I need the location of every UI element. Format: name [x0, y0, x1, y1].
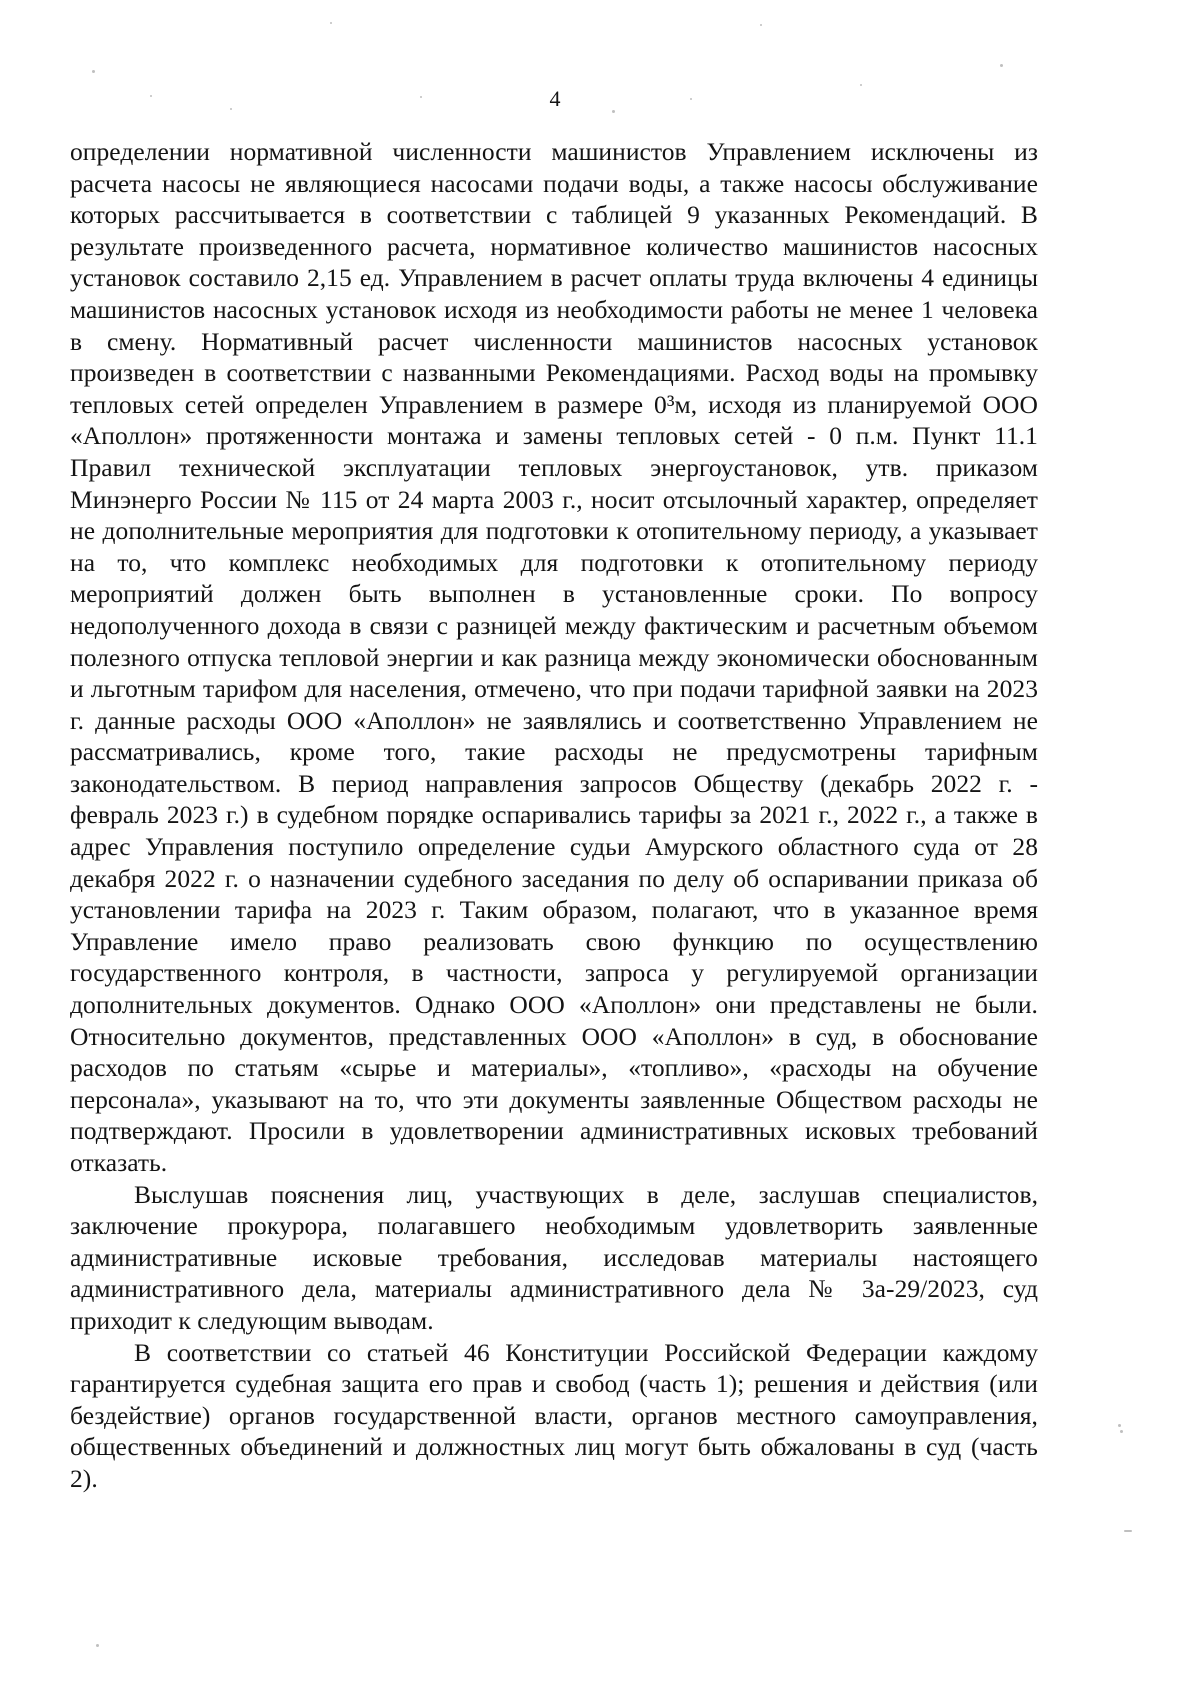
paragraph: Выслушав пояснения лиц, участвующих в деле, заслушав специалистов, заключение прокурора, полагавшего необходимым удовлетворить заявленные административные исковые требования, исследовав материалы настоящего административного дела, материалы административного дела № 3а-29/2023, суд приходит к следующим выводам. — [70, 1179, 1038, 1335]
page-number: 4 — [549, 86, 561, 111]
scan-noise — [1120, 1430, 1123, 1433]
scan-noise — [1124, 1530, 1132, 1532]
scan-noise — [860, 84, 862, 86]
paragraph: определении нормативной численности машинистов Управлением исключены из расчета насосы не являющиеся насосами подачи воды, а также насосы обслуживание которых рассчитывается в соответствии с таблицей 9 указанных Рекомендаций. В результате произведенного расчета, нормативное количество машинистов насосных установок составило 2,15 ед. Управлением в расчет оплаты труда включены 4 единицы машинистов насосных установок исходя из необходимости работы не менее 1 человека в смену. Нормативный расчет численности машинистов насосных установок произведен в соответствии с названными Рекомендациями. Расход воды на промывку тепловых сетей определен Управлением в размере 0³м, исходя из планируемой ООО «Аполлон» протяженности монтажа и замены тепловых сетей - 0 п.м. Пункт 11.1 Правил технической эксплуатации тепловых энергоустановок, утв. приказом Минэнерго России № 115 от 24 марта 2003 г., носит отсылочный характер, определяет не дополнительные мероприятия для подготовки к отопительному периоду, а указывает на то, что комплекс необходимых для подготовки к отопительному периоду мероприятий должен быть выполнен в установленные сроки. По вопросу недополученного дохода в связи с разницей между фактическим и расчетным объемом полезного отпуска тепловой энергии и как разница между экономически обоснованным и льготным тарифом для населения, отмечено, что при подачи тарифной заявки на 2023 г. данные расходы ООО «Аполлон» не заявлялись и соответственно Управлением не рассматривались, кроме того, такие расходы не предусмотрены тарифным законодательством. В период направления запросов Обществу (декабрь 2022 г. - февраль 2023 г.) в судебном порядке оспаривались тарифы за 2021 г., 2022 г., а также в адрес Управления поступило определение судьи Амурского областного суда от 28 декабря 2022 г. о назначении судебного заседания по делу об оспаривании приказа об установлении тарифа на 2023 г. Таким образом, полагают, что в указанное время Управление имело право реализовать свою функцию по осуществлению государственного контроля, в частности, запроса у регулируемой организации дополнительных документов. Однако ООО «Аполлон» они представлены не были. Относительно документов, представленных ООО «Аполлон» в суд, в обоснование расходов по статьям «сырье и материалы», «топливо», «расходы на обучение персонала», указывают на то, что эти документы заявленные Обществом расходы не подтверждают. Просили в удовлетворении административных исковых требований отказать. — [70, 137, 1038, 1177]
scan-noise — [612, 110, 615, 113]
scan-noise — [1118, 1424, 1121, 1427]
scan-noise — [420, 96, 422, 98]
scan-noise — [760, 24, 762, 26]
scan-noise — [92, 70, 95, 73]
paragraph: В соответствии со статьей 46 Конституции Российской Федерации каждому гарантируется судебная защита его прав и свобод (часть 1); решения и действия (или бездействие) органов государственной власти, органов местного самоуправления, общественных объединений и должностных лиц могут быть обжалованы в суд (часть 2). — [70, 1337, 1038, 1493]
scan-noise — [330, 22, 332, 24]
scan-noise — [96, 1644, 99, 1647]
scan-noise — [1000, 64, 1003, 67]
scan-noise — [230, 108, 232, 110]
scan-noise — [150, 95, 152, 97]
scan-noise — [690, 98, 692, 100]
document-body — [70, 136, 1038, 1495]
